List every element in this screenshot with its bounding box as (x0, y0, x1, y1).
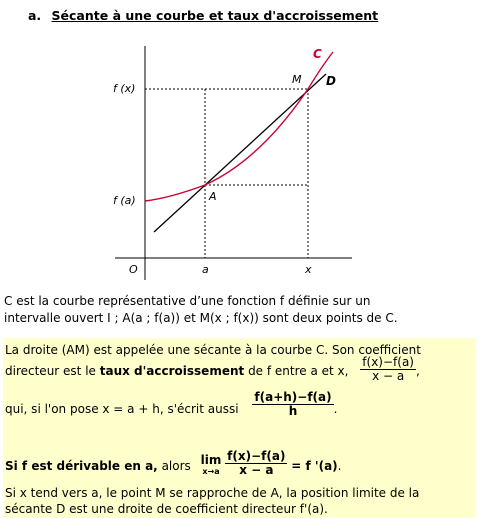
p1b-after: de f entre a et x, (244, 364, 349, 378)
definition-p3 (5, 449, 342, 480)
secant-graph (0, 30, 480, 280)
limit-subscript: x→a (202, 466, 220, 476)
origin-label: O (129, 263, 138, 276)
definition-box (3, 338, 476, 518)
fraction-3 (225, 450, 287, 477)
p2-text: qui, si l'on pose x = a + h, s'écrit aussi (5, 402, 239, 416)
section-heading (28, 8, 378, 23)
limit-result: = f '(a) (291, 459, 338, 473)
point-m-label: M (292, 73, 302, 86)
fraction-2-after: . (333, 402, 338, 416)
limit-word: lim (200, 452, 222, 467)
secant-line-d (154, 74, 326, 232)
fraction-1 (360, 356, 416, 383)
description-line-2: intervalle ouvert I ; A(a ; f(a)) et M(x ; f(x)) sont deux points de C. (4, 311, 398, 325)
definition-p1a: La droite (AM) est appelée une sécante à la courbe C. Son coefficient (5, 343, 421, 357)
curve-description (4, 293, 474, 327)
p3-after: . (337, 459, 342, 473)
p1b-bold-term: taux d'accroissement (99, 364, 245, 378)
line-label: D (326, 74, 336, 88)
curve-c (145, 52, 333, 201)
fraction-2 (252, 391, 333, 418)
fraction-1-denominator: x − a (372, 369, 405, 383)
definition-p1b (5, 355, 420, 385)
fraction-2-denominator: h (288, 404, 298, 418)
fraction-3-numerator: f(x)−f(a) (227, 449, 286, 463)
definition-p4b: sécante D est une droite de coefficient directeur f'(a). (5, 502, 328, 516)
point-a-label: A (209, 190, 217, 203)
section-title: Sécante à une courbe et taux d'accroissement (51, 8, 379, 23)
y-tick-fx: f (x) (113, 82, 136, 95)
description-line-1: C est la courbe représentative d’une fonction f définie sur un (4, 294, 371, 308)
p3-bold: Si f est dérivable en a, (5, 459, 158, 473)
p1b-before: directeur est le (5, 364, 100, 378)
fraction-1-numerator: f(x)−f(a) (362, 355, 414, 369)
definition-p4a: Si x tend vers a, le point M se rapproche de A, la position limite de la (5, 486, 420, 500)
limit-operator (201, 454, 222, 478)
p3-mid: alors (157, 459, 191, 473)
fraction-1-after: , (415, 364, 420, 378)
fraction-2-numerator: f(a+h)−f(a) (254, 390, 332, 404)
section-letter: a. (28, 8, 42, 23)
curve-label: C (313, 47, 322, 61)
definition-p2 (5, 390, 338, 423)
x-tick-x: x (305, 263, 312, 276)
x-tick-a: a (202, 263, 209, 276)
fraction-3-denominator: x − a (239, 463, 274, 477)
y-tick-fa: f (a) (113, 194, 136, 207)
